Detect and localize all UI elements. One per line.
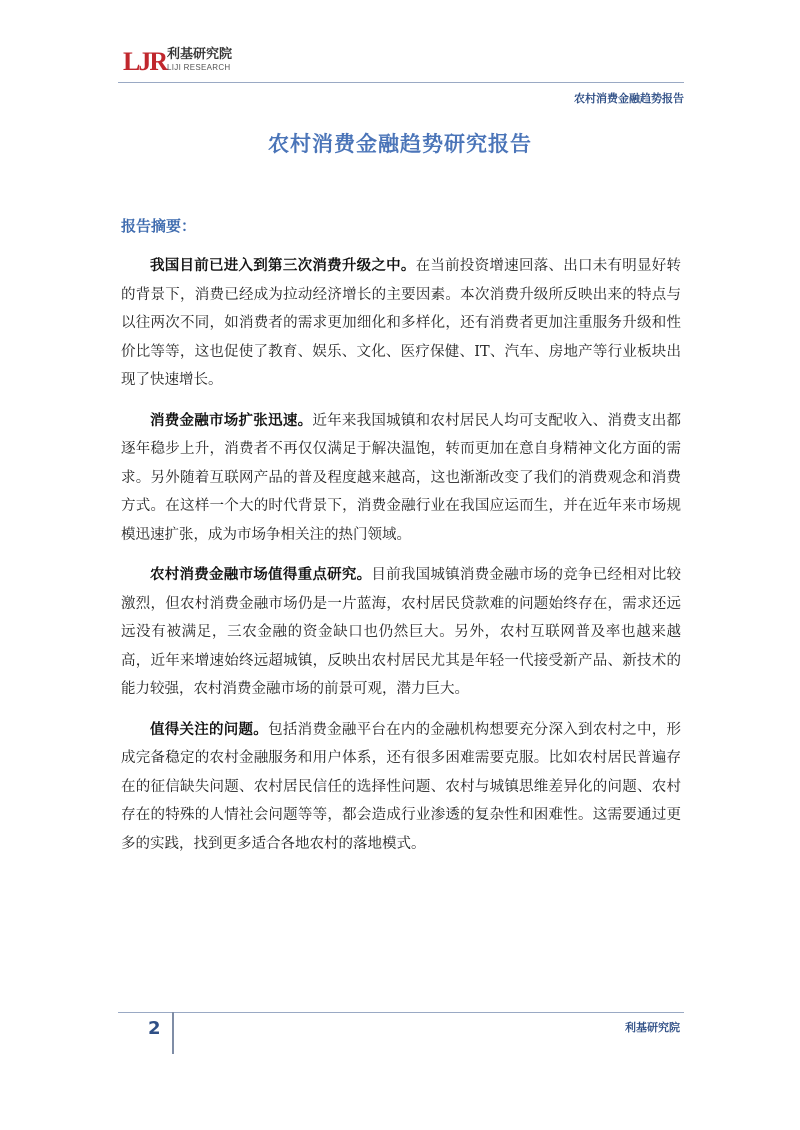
paragraph-lead: 农村消费金融市场值得重点研究。 xyxy=(150,566,372,583)
footer-organization: 利基研究院 xyxy=(625,1021,680,1034)
header-divider xyxy=(118,82,684,83)
paragraph-3 xyxy=(121,561,681,704)
logo xyxy=(123,46,253,76)
summary-label: 报告摘要： xyxy=(121,217,197,235)
paragraph-text: 在当前投资增速回落、出口未有明显好转的背景下，消费已经成为拉动经济增长的主要因素。本次消费升级所反映出来的特点与以往两次不同，如消费者的需求更加细化和多样化，还有消费者更加注重服务升级和性价比等等，这也促使了教育、娱乐、文化、医疗保健、IT、汽车、房地产等行业板块出现了快速增长。 xyxy=(121,258,682,388)
running-header-title: 农村消费金融趋势报告 xyxy=(574,92,684,105)
logo-chinese-name: 利基研究院 xyxy=(167,47,233,62)
footer-divider xyxy=(118,1012,684,1013)
footer-vertical-bar xyxy=(172,1012,174,1054)
logo-english-name: LIJI RESEARCH xyxy=(167,63,231,72)
document-title: 农村消费金融趋势研究报告 xyxy=(268,132,532,156)
page-number: 2 xyxy=(148,1018,161,1039)
logo-mark: LJR xyxy=(123,47,167,76)
paragraph-text: 目前我国城镇消费金融市场的竞争已经相对比较激烈，但农村消费金融市场仍是一片蓝海，农村居民贷款难的问题始终存在，需求还远远没有被满足，三农金融的资金缺口也仍然巨大。另外，农村互联网普及率也越来越高，近年来增速始终远超城镇，反映出农村居民尤其是年轻一代接受新产品、新技术的能力较强，农村消费金融市场的前景可观，潜力巨大。 xyxy=(121,567,682,697)
paragraph-text: 近年来我国城镇和农村居民人均可支配收入、消费支出都逐年稳步上升，消费者不再仅仅满足于解决温饱，转而更加在意自身精神文化方面的需求。另外随着互联网产品的普及程度越来越高，这也渐渐改变了我们的消费观念和消费方式。在这样一个大的时代背景下，消费金融行业在我国应运而生，并在近年来市场规模迅速扩张，成为市场争相关注的热门领域。 xyxy=(121,412,681,543)
paragraph-lead: 我国目前已进入到第三次消费升级之中。 xyxy=(150,257,416,274)
paragraph-lead: 值得关注的问题。 xyxy=(150,720,269,738)
paragraph-text: 包括消费金融平台在内的金融机构想要充分深入到农村之中，形成完备稳定的农村金融服务和用户体系，还有很多困难需要克服。比如农村居民普遍存在的征信缺失问题、农村居民信任的选择性问题、农村与城镇思维差异化的问题、农村存在的特殊的人情社会问题等等，都会造成行业渗透的复杂性和困难性。这需要通过更多的实践，找到更多适合各地农村的落地模式。 xyxy=(121,721,682,852)
paragraph-lead: 消费金融市场扩张迅速。 xyxy=(150,411,313,429)
paragraph-4 xyxy=(121,716,681,859)
document-body xyxy=(121,252,681,870)
paragraph-1 xyxy=(121,252,681,395)
paragraph-2 xyxy=(121,407,681,550)
